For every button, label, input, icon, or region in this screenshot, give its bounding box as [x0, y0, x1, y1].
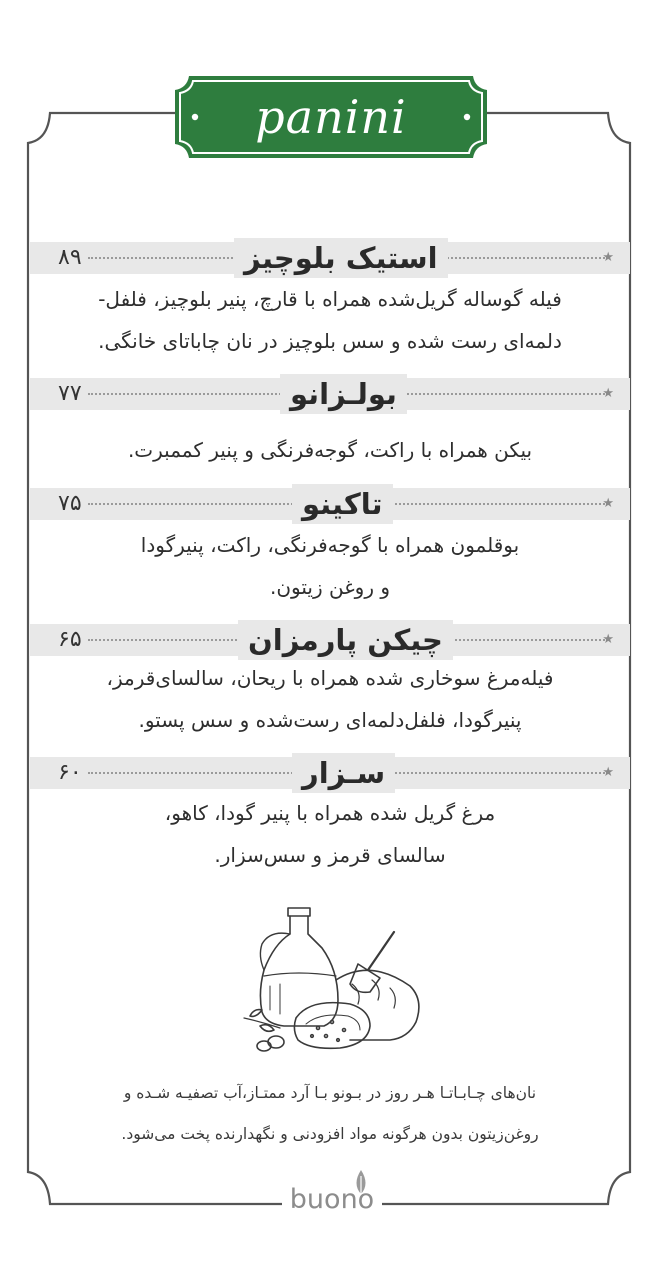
- item-name: چیکن پارمزان: [238, 620, 453, 660]
- menu-item-header: [30, 624, 630, 656]
- item-description: [50, 657, 610, 741]
- section-title: panini: [255, 90, 407, 144]
- description-line: بیکن همراه با راکت، گوجه‌فرنگی و پنیر کممبرت.: [127, 438, 533, 462]
- item-description: [50, 792, 610, 876]
- item-description: [50, 429, 610, 471]
- description-line: سالسای قرمز و سس‌سزار.: [214, 843, 446, 867]
- menu-item-header: [30, 488, 630, 520]
- description-line: فیله گوساله گریل‌شده همراه با قارچ، پنیر بلوچیز، فلفل-: [98, 287, 562, 311]
- item-name: بولـزانو: [280, 374, 407, 414]
- description-line: مرغ گریل شده همراه با پنیر گودا، کاهو،: [164, 801, 496, 825]
- star-icon: ★: [602, 386, 614, 401]
- item-name: استیک بلوچیز: [234, 238, 448, 278]
- description-line: پنیرگودا، فلفل‌دلمه‌ای رست‌شده و سس پستو.: [138, 708, 522, 732]
- item-name: سـزار: [292, 753, 395, 793]
- star-icon: ★: [602, 250, 614, 265]
- menu-item-header: [30, 378, 630, 410]
- description-line: دلمه‌ای رست شده و سس بلوچیز در نان چاباتای خانگی.: [98, 329, 562, 353]
- item-name: تاکینو: [292, 484, 393, 524]
- brand-logo-text: buono: [289, 1184, 375, 1215]
- item-price: ۶۵: [58, 627, 82, 652]
- star-icon: ★: [602, 496, 614, 511]
- item-price: ۷۵: [58, 491, 82, 516]
- footnote-line: نان‌های چـابـاتـا هـر روز در بـونو بـا آرد ممتـاز،آب تصفیـه شـده و: [123, 1084, 537, 1102]
- item-price: ۷۷: [58, 381, 82, 406]
- description-line: بوقلمون همراه با گوجه‌فرنگی، راکت، پنیرگودا: [140, 533, 520, 557]
- item-price: ۶۰: [58, 760, 82, 785]
- item-description: [50, 524, 610, 608]
- star-icon: ★: [602, 765, 614, 780]
- menu-item-header: [30, 242, 630, 274]
- item-price: ۸۹: [58, 245, 82, 270]
- item-description: [50, 278, 610, 362]
- footnote-line: روغن‌زیتون بدون هرگونه مواد افزودنی و نگهدارنده پخت می‌شود.: [121, 1125, 539, 1143]
- menu-item-header: [30, 757, 630, 789]
- description-line: فیله‌مرغ سوخاری شده همراه با ریحان، سالسای‌قرمز،: [106, 666, 554, 690]
- olive-oil-bread-illustration-icon: [240, 900, 430, 1065]
- description-line: و روغن زیتون.: [269, 575, 390, 599]
- star-icon: ★: [602, 632, 614, 647]
